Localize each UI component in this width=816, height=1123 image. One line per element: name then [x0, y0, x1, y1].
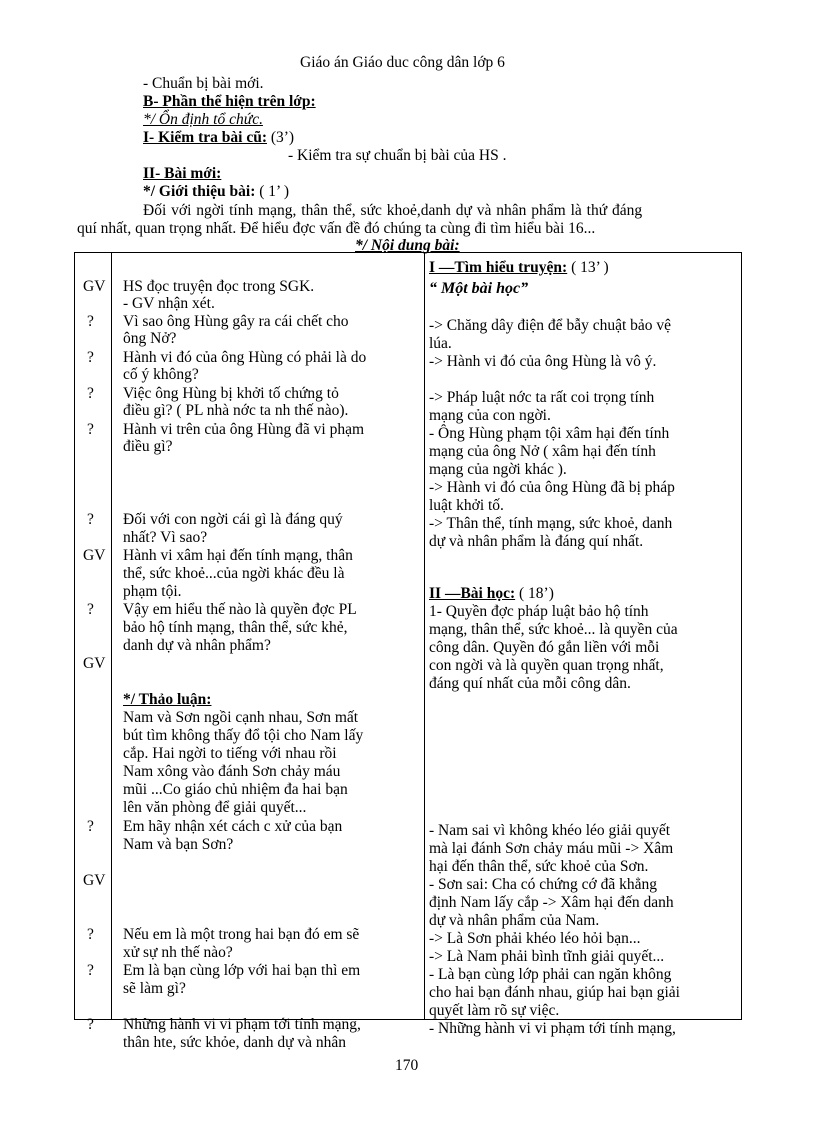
- activity-line: Việc ông Hùng bị khởi tố chứng tỏ: [123, 385, 339, 402]
- intro-title: */ Giới thiệu bài:: [143, 183, 256, 200]
- content-line: mà lại đánh Sơn chảy máu mũi -> Xâm: [429, 840, 674, 857]
- content-line: dự và nhân phẩm là đáng quí nhất.: [429, 533, 644, 550]
- activity-line: HS đọc truyện đọc trong SGK.: [123, 278, 315, 295]
- check-old-title: I- Kiểm tra bài cũ:: [143, 129, 267, 146]
- content-line: -> Là Nam phải bình tĩnh giải quyết...: [429, 948, 665, 965]
- content-line: quyết làm rõ sự việc.: [429, 1002, 560, 1019]
- lesson-table: GV ? ? ? ? ? GV ? GV ? GV ? ? ? HS đọc truyện đọc trong SGK. - GV nhận xét. Vì sao ông Hùng gây ra cái chết cho ông Nở? Hành vi đó của ông Hùng có phải là do cố ý không? Việc ông Hùng bị khởi tố chứng tỏ điều gì? ( PL nhà nớc ta nh thế nào). Hành vi trên của ông Hùng đã vi phạm điều gì? Đối với con ngời cái gì là đáng quý nhất? Vì sao? Hành vi xâm hại đến tính mạng, thân thể, sức khoẻ...của ngời khác đều là phạm tội. Vậy em hiểu thế nào là quyền đợc PL bảo hộ tính mạng, thân thể, sức khẻ, danh dự và nhân phẩm? */ Thảo luận: Nam và Sơn ngồi cạnh nhau, Sơn mất bút tìm không thấy đổ tội cho Nam lấy cắp. Hai ngời to tiếng với nhau rồi Nam xông vào đánh Sơn chảy máu mũi ...Co giáo chủ nhiệm đa hai bạn lên văn phòng để giải quyết... Em hãy nhận xét cách c xử của bạn Nam và bạn Sơn? Nếu em là một trong hai bạn đó em sẽ xử sự nh thế nào? Em là bạn cùng lớp với hai bạn thì em sẽ làm gì? Những hành vi vi phạm tới tính mạng, thân hte, sức khỏe, danh dự và nhân I —Tìm hiểu truyện: ( 13’ ) “ Một bài học” -> Chăng dây điện để bẫy chuật bảo vệ lúa. -> Hành vi đó của ông Hùng là vô ý. -> Pháp luật nớc ta rất coi trọng tính mạng của con ngời. - Ông Hùng phạm tội xâm hại đến tính mạng của ông Nở ( xâm hại đến tính mạng của ngời khác ). -> Hành vi đó của ông Hùng đã bị pháp luật khởi tố. -> Thân thể, tính mạng, sức khoẻ, danh dự và nhân phẩm là đáng quí nhất. II —Bài học: ( 18’) 1- Quyền đợc pháp luật bảo hộ tính mạng, thân thể, sức khoẻ... là quyền của công dân. Quyền đó gắn liền với mỗi con ngời và là quyền quan trọng nhất, đáng quí nhất của mỗi công dân. - Nam sai vì không khéo léo giải quyết mà lại đánh Sơn chảy máu mũi -> Xâm hại đến thân thể, sức khoẻ của Sơn. - Sơn sai: Cha có chứng cớ đã khẳng định Nam lấy cắp -> Xâm hại đến danh dự và nhân phẩm của Nam. -> Là Sơn phải khéo léo hỏi bạn... -> Là Nam phải bình tĩnh giải quyết... - Là bạn cùng lớp phải can ngăn không cho hai bạn đánh nhau, giúp hai bạn giải quyết làm rõ sự việc. - Những hành vi vi phạm tới tính mạng,: [74, 252, 742, 1020]
- intro-paragraph-2: quí nhất, quan trọng nhất. Để hiểu đợc vấn đề đó chúng ta cùng đi tìm hiểu bài 16...: [77, 220, 596, 237]
- activity-line: Em hãy nhận xét cách c xử của bạn: [123, 818, 343, 835]
- content-line: -> Chăng dây điện để bẫy chuật bảo vệ: [429, 317, 672, 334]
- stabilize-line: [143, 111, 263, 128]
- table-divider-1: [111, 253, 112, 1019]
- content-line: 1- Quyền đợc pháp luật bảo hộ tính: [429, 603, 649, 620]
- check-old-line: [143, 129, 294, 146]
- section-1-time: ( 13’ ): [567, 259, 609, 276]
- role-question: ?: [87, 313, 94, 330]
- content-line: -> Thân thể, tính mạng, sức khoẻ, danh: [429, 515, 673, 532]
- role-question: ?: [87, 385, 94, 402]
- section-2-heading-line: [429, 585, 554, 602]
- content-line: cho hai bạn đánh nhau, giúp hai bạn giải: [429, 984, 680, 1001]
- content-line: mạng của con ngời.: [429, 407, 551, 424]
- activity-line: phạm tội.: [123, 583, 182, 600]
- activity-line: bút tìm không thấy đổ tội cho Nam lấy: [123, 727, 364, 744]
- role-question: ?: [87, 421, 94, 438]
- content-line: mạng, thân thể, sức khoẻ... là quyền của: [429, 621, 678, 638]
- role-question: ?: [87, 601, 94, 618]
- activity-line: Em là bạn cùng lớp với hai bạn thì em: [123, 962, 361, 979]
- content-line: định Nam lấy cắp -> Xâm hại đến danh: [429, 894, 674, 911]
- section-b-heading: B- Phần thể hiện trên lớp:: [143, 93, 316, 110]
- content-line: - Sơn sai: Cha có chứng cớ đã khẳng: [429, 876, 657, 893]
- role-gv: GV: [83, 278, 106, 295]
- activity-line: ông Nở?: [123, 330, 177, 347]
- role-gv: GV: [83, 655, 106, 672]
- content-line: -> Pháp luật nớc ta rất coi trọng tính: [429, 389, 655, 406]
- content-line: dự và nhân phẩm của Nam.: [429, 912, 600, 929]
- content-line: -> Là Sơn phải khéo léo hỏi bạn...: [429, 930, 641, 947]
- content-line: đáng quí nhất của mỗi công dân.: [429, 675, 631, 692]
- content-line: -> Hành vi đó của ông Hùng đã bị pháp: [429, 479, 675, 496]
- section-2-time: ( 18’): [515, 585, 554, 602]
- activity-line: Những hành vi vi phạm tới tính mạng,: [123, 1016, 361, 1033]
- activity-line: thể, sức khoẻ...của ngời khác đều là: [123, 565, 345, 582]
- activity-line: Nam và Sơn ngồi cạnh nhau, Sơn mất: [123, 709, 359, 726]
- section-2-heading: II —Bài học:: [429, 585, 516, 602]
- activity-line: cắp. Hai ngời to tiếng với nhau rồi: [123, 745, 337, 762]
- content-line: - Là bạn cùng lớp phải can ngăn không: [429, 966, 672, 983]
- page-header: Giáo án Giáo duc công dân lớp 6: [300, 54, 505, 71]
- new-lesson-heading: II- Bài mới:: [143, 165, 222, 182]
- content-line: mạng của ông Nở ( xâm hại đến tính: [429, 443, 656, 460]
- page-number: 170: [395, 1057, 419, 1074]
- table-divider-2: [424, 253, 425, 1019]
- activity-line: lên văn phòng để giải quyết...: [123, 799, 307, 816]
- activity-line: xử sự nh thế nào?: [123, 944, 233, 961]
- story-title: “ Một bài học”: [429, 280, 529, 297]
- activity-line: Đối với con ngời cái gì là đáng quý: [123, 511, 343, 528]
- check-old-time: (3’): [266, 129, 295, 146]
- activity-line: nhất? Vì sao?: [123, 529, 208, 546]
- activity-line: điều gì? ( PL nhà nớc ta nh thế nào).: [123, 402, 349, 419]
- content-line: hại đến thân thể, sức khoẻ của Sơn.: [429, 858, 649, 875]
- activity-line: Vì sao ông Hùng gây ra cái chết cho: [123, 313, 349, 330]
- activity-line: - GV nhận xét.: [123, 295, 215, 312]
- activity-line: cố ý không?: [123, 366, 199, 383]
- activity-line: sẽ làm gì?: [123, 980, 186, 997]
- intro-paragraph-1: Đối với ngời tính mạng, thân thể, sức khoẻ,danh dự và nhân phẩm là thứ đáng: [143, 202, 643, 219]
- activity-line: Nam và bạn Sơn?: [123, 836, 234, 853]
- role-gv: GV: [83, 872, 106, 889]
- content-line: con ngời và là quyền quan trọng nhất,: [429, 657, 664, 674]
- activity-line: Hành vi xâm hại đến tính mạng, thân: [123, 547, 353, 564]
- content-line: - Nam sai vì không khéo léo giải quyết: [429, 822, 671, 839]
- section-1-heading: I —Tìm hiểu truyện:: [429, 259, 568, 276]
- section-1-heading-line: [429, 259, 609, 276]
- discussion-heading: */ Thảo luận:: [123, 691, 212, 708]
- role-question: ?: [87, 1016, 94, 1033]
- intro-title-line: [143, 183, 289, 200]
- content-line: - Ông Hùng phạm tội xâm hại đến tính: [429, 425, 670, 442]
- intro-time: ( 1’ ): [255, 183, 290, 200]
- activity-line: Hành vi đó của ông Hùng có phải là do: [123, 349, 367, 366]
- activity-line: mũi ...Co giáo chủ nhiệm đa hai bạn: [123, 781, 348, 798]
- activity-line: Nếu em là một trong hai bạn đó em sẽ: [123, 926, 360, 943]
- role-question: ?: [87, 962, 94, 979]
- role-question: ?: [87, 818, 94, 835]
- content-heading: */ Nội dung bài:: [355, 237, 460, 254]
- content-line: mạng của ngời khác ).: [429, 461, 567, 478]
- role-question: ?: [87, 511, 94, 528]
- activity-line: Vậy em hiểu thế nào là quyền đợc PL: [123, 601, 357, 618]
- activity-line: Hành vi trên của ông Hùng đã vi phạm: [123, 421, 365, 438]
- content-line: -> Hành vi đó của ông Hùng là vô ý.: [429, 353, 657, 370]
- prep-line: - Chuẩn bị bài mới.: [143, 75, 264, 92]
- activity-line: bảo hộ tính mạng, thân thể, sức khẻ,: [123, 619, 348, 636]
- activity-line: điều gì?: [123, 438, 173, 455]
- stabilize-text: */ Ổn định tổ chức.: [143, 111, 263, 128]
- activity-line: danh dự và nhân phẩm?: [123, 637, 271, 654]
- role-question: ?: [87, 926, 94, 943]
- activity-line: Nam xông vào đánh Sơn chảy máu: [123, 763, 341, 780]
- role-gv: GV: [83, 547, 106, 564]
- role-question: ?: [87, 349, 94, 366]
- content-line: luật khởi tố.: [429, 497, 504, 514]
- check-old-desc: - Kiểm tra sự chuẩn bị bài của HS .: [288, 147, 507, 164]
- content-line: công dân. Quyền đó gắn liền với mỗi: [429, 639, 660, 656]
- content-line: lúa.: [429, 335, 452, 352]
